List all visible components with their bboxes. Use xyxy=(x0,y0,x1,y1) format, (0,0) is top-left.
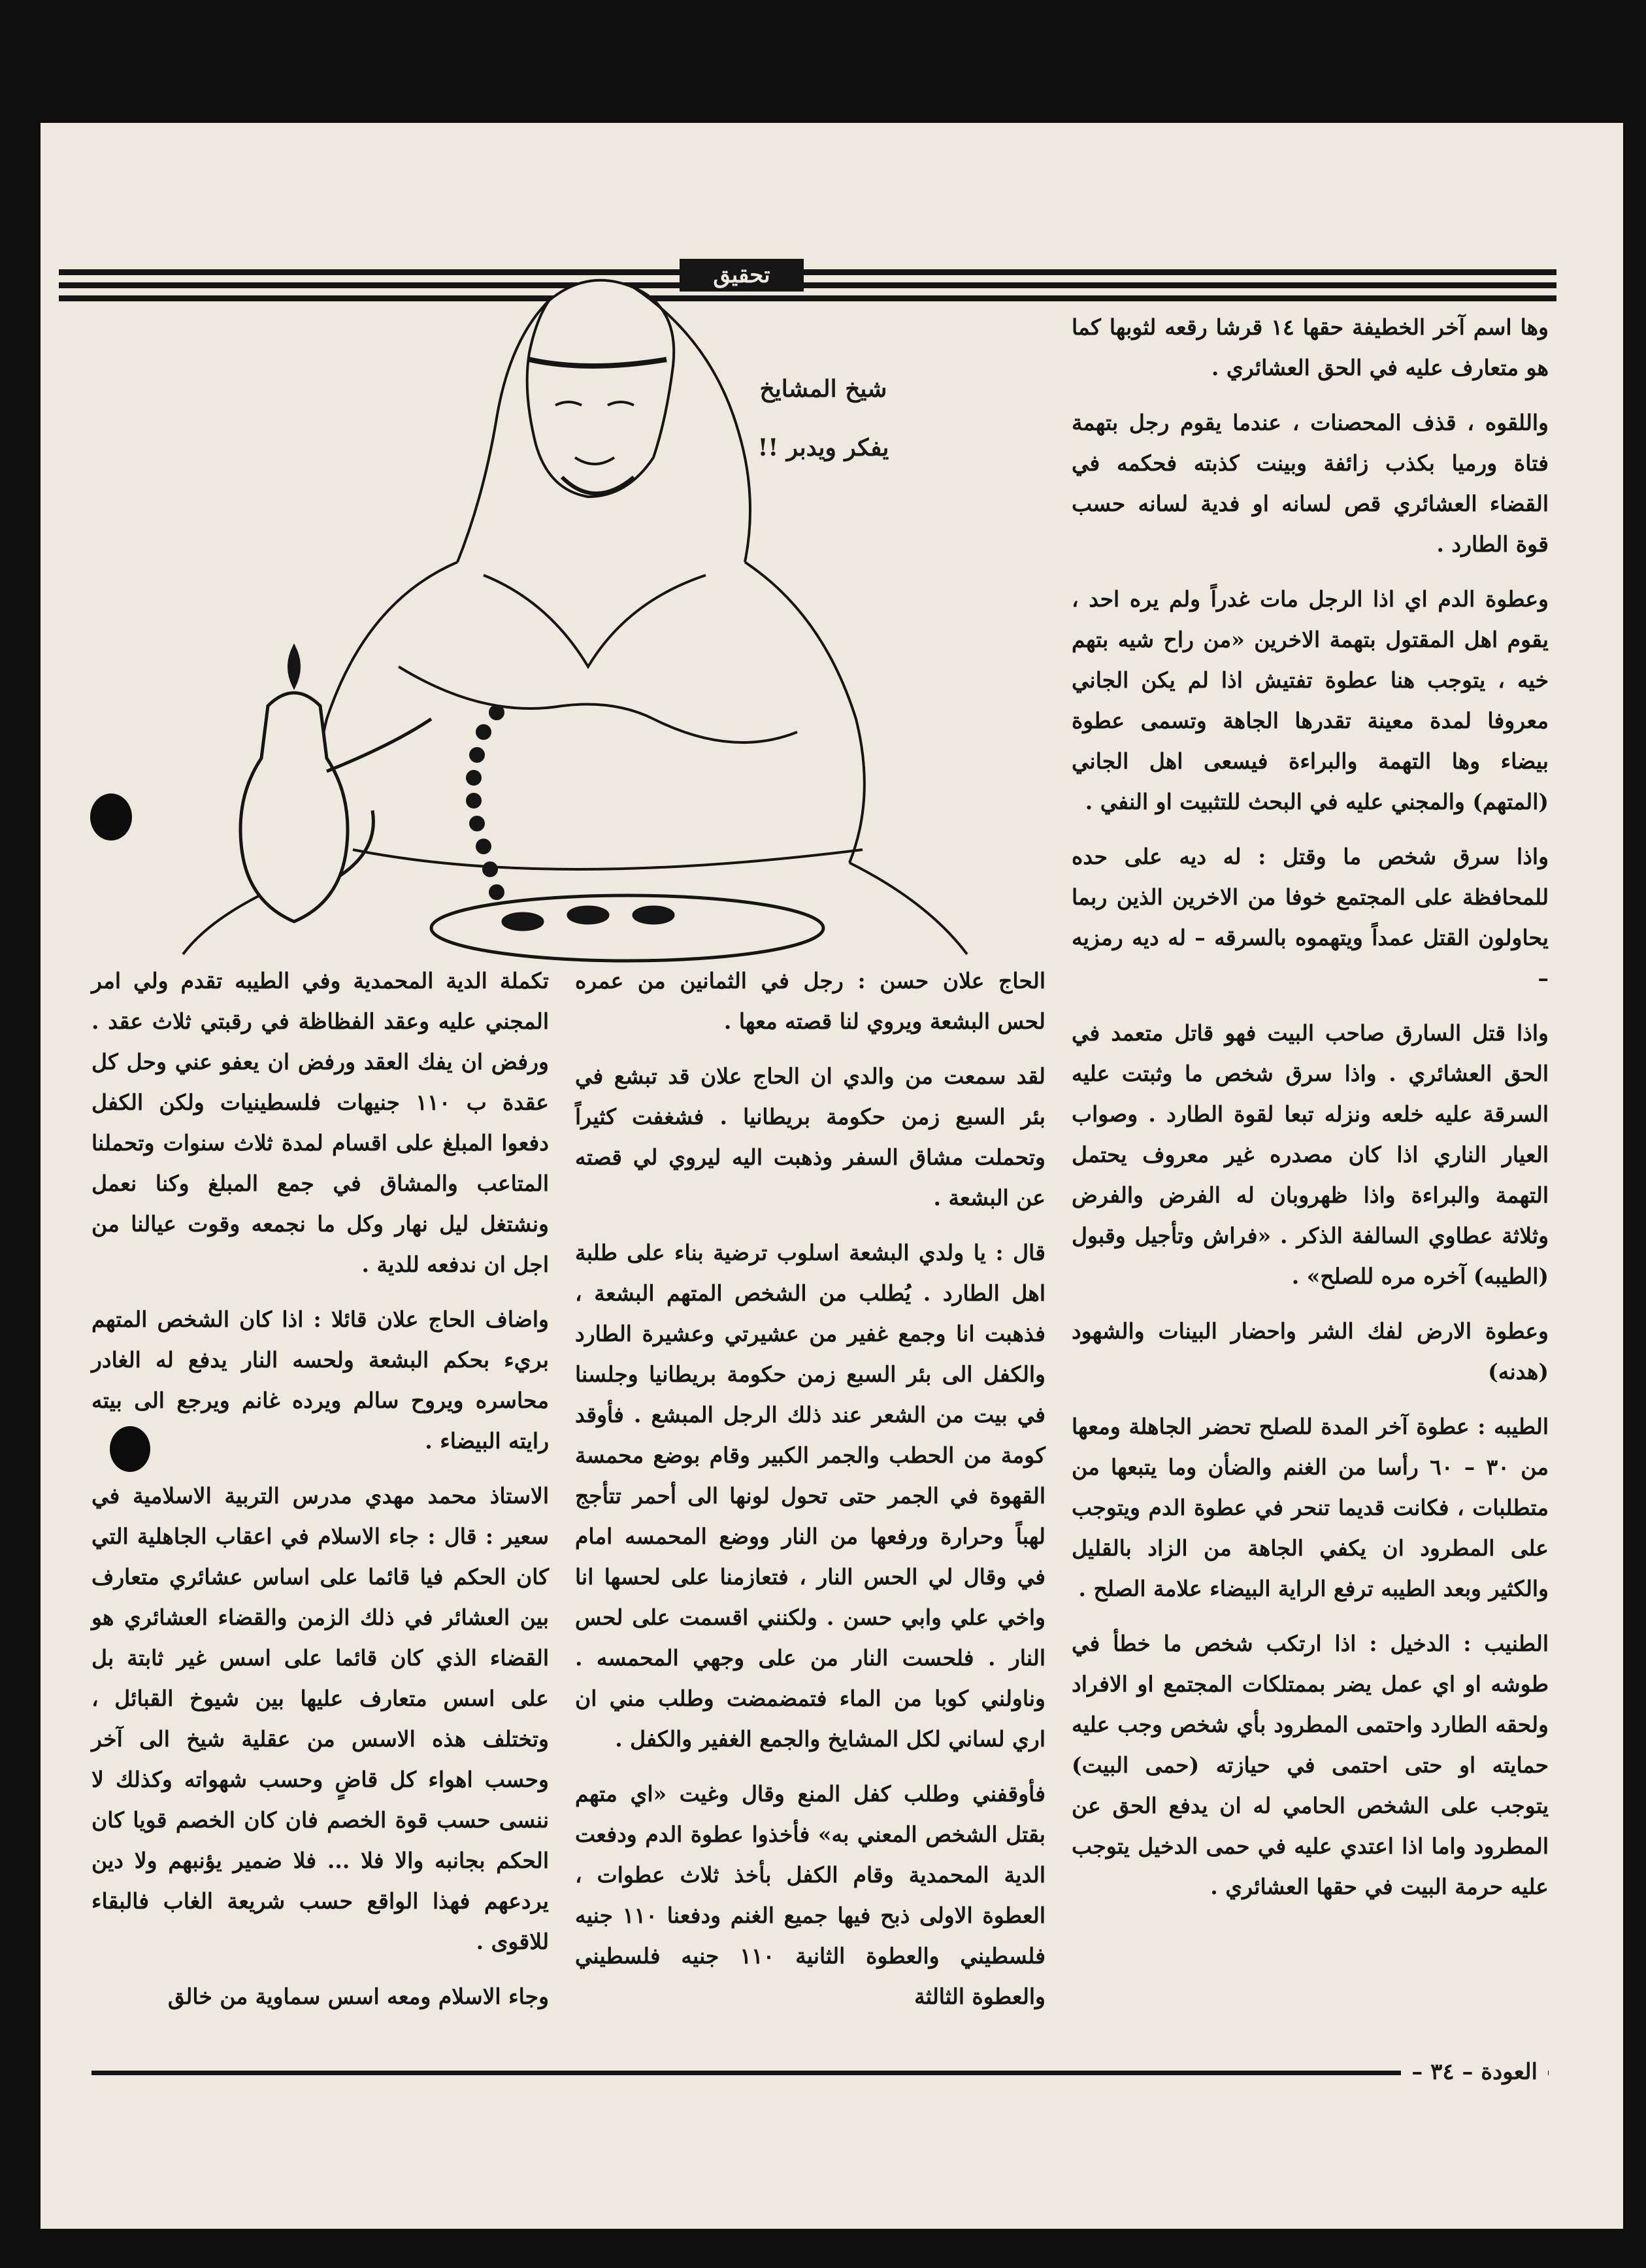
paragraph: الطنيب : الدخيل : اذا ارتكب شخص ما خطأ في طوشه او اي عمل يضر بممتلكات المجتمع او الافراد ولحقه الطارد واحتمى المطرود بأي شخص وجب عليه حمايته او حتى احتمى في حيازته (حمى البيت) يتوجب على الشخص الحامي له ان يدفع الحق عن المطرود واما اذا اعتدي عليه في حمى الدخيل يتوجب عليه حرمة البيت في حقها العشائري . xyxy=(1072,1631,1549,1899)
paragraph: واذا قتل السارق صاحب البيت فهو قاتل متعمد في الحق العشائري . واذا سرق شخص ما وثبتت عليه السرقة عليه خلعه ونزله تبعا لقوة الطارد . وصواب العيار الناري اذا كان مصدره غير معروف يحتمل التهمة والبراءة واذا ظهروبان له الفرض والفرض وثلاثة عطاوي السالفة الذكر . «فراش وتأجيل وقبول (الطيبه) آخره مره للصلح» . xyxy=(1072,1020,1549,1289)
paragraph: واضاف الحاج علان قائلا : اذا كان الشخص المتهم بريء بحكم البشعة ولحسه النار يدفع له الغادر محاسره ويروح سالم ويرده غانم ويرجع الى بيته رايته البيضاء . xyxy=(91,1307,549,1454)
paragraph: واللقوه ، قذف المحصنات ، عندما يقوم رجل بتهمة فتاة ورميا بكذب زائفة وبينت كذبته فحكمه في القضاء العشائري قص لسانه او فدية لسانه حسب قوة الطارد . xyxy=(1072,410,1549,557)
coffee-pot-icon xyxy=(240,647,431,922)
prayer-beads-icon xyxy=(466,705,504,900)
paragraph: وجاء الاسلام ومعه اسس سماوية من خالق xyxy=(167,1984,549,2009)
paragraph: واذا سرق شخص ما وقتل : له ديه على حده للمحافظة على المجتمع خوفا من الاخرين الذين ربما يحاولون القتل عمداً ويتهموه بالسرقه – له ديه رمزيه – xyxy=(1072,844,1549,991)
caption-line-1: شيخ المشايخ xyxy=(759,375,887,403)
paragraph: لقد سمعت من والدي ان الحاج علان قد تبشع في بئر السبع زمن حكومة بريطانيا . فشغفت كثيراً وتحملت مشاق السفر وذهبت اليه ليروي لي قصته عن البشعة . xyxy=(575,1063,1045,1210)
article-column-middle xyxy=(575,961,1045,2031)
paragraph: الحاج علان حسن : رجل في الثمانين من عمره لحس البشعة ويروي لنا قصته معها . xyxy=(575,968,1045,1034)
paragraph: وها اسم آخر الخطيفة حقها ١٤ قرشا رقعه لثوبها كما هو متعارف عليه في الحق العشائري . xyxy=(1072,314,1549,380)
paragraph: الاستاذ محمد مهدي مدرس التربية الاسلامية في سعير : قال : جاء الاسلام في اعقاب الجاهلية التي كان الحكم فيا قائما على اساس عشائري متعارف بين العشائر في ذلك الزمن والقضاء العشائري هو القضاء الذي كان قائما على اسس غير ثابتة بل على اسس متعارف عليها بين شيوخ القبائل ، وتختلف هذه الاسس من عقلية شيخ الى آخر وحسب اهواء كل قاضٍ وحسب شهواته وكذلك لا ننسى حسب قوة الخصم فان كان الخصم قويا كان الحكم بجانبه والا فلا ... فلا ضمير يؤنبهم ولا دين يردعهم فهذا الواقع حسب شريعة الغاب فالبقاء للاقوى . xyxy=(91,1483,549,1954)
paragraph: الطيبه : عطوة آخر المدة للصلح تحضر الجاهلة ومعها من ٣٠ – ٦٠ رأسا من الغنم والضأن وما يتبعها من متطلبات ، فكانت قديما تنحر في عطوة الدم ويتوجب على المطرود ان يكفي الجاهة من الزاد بالقليل والكثير وبعد الطيبه ترفع الراية البيضاء علامة الصلح . xyxy=(1072,1414,1549,1601)
paragraph: تكملة الدية المحمدية وفي الطيبه تقدم ولي امر المجني عليه وعقد الفظاظة في رقبتي ثلاث عقد . ورفض ان يفك العقد ورفض ان يعفو عني وحل كل عقدة ب ١١٠ جنيهات فلسطينيات ولكن الكفل دفعوا المبلغ على اقسام لمدة ثلاث سنوات وتحملنا المتاعب والمشاق في جمع المبلغ وكنا نعمل ونشتغل ليل نهار وكل ما نجمعه وقوت عيالنا من اجل ان ندفعه للدية . xyxy=(91,968,549,1277)
paragraph: قال : يا ولدي البشعة اسلوب ترضية بناء على طلبة اهل الطارد . يُطلب من الشخص المتهم البشعة ، فذهبت انا وجمع غفير من عشيرتي وعشيرة الطارد والكفل الى بئر السبع زمن حكومة بريطانيا وجلسنا في بيت من الشعر عند ذلك الرجل المبشع . فأوقد كومة من الحطب والجمر الكبير وقام بوضع محمسة القهوة في الجمر حتى تحول لونها الى أحمر تتأجج لهباً وحرارة ورفعها من النار ووضع المحمسه امام في وقال لي الحس النار ، فتعازمنا على لحسها انا واخي علي وابي حسن . ولكنني اقسمت على لحس النار . فلحست النار من على وجهي المحمسه . وناولني كوبا من الماء فتمضمضت وطلب مني ان اري لساني لكل المشايخ والجمع الغفير والكفل . xyxy=(575,1240,1045,1752)
paragraph: وعطوة الدم اي اذا الرجل مات غدراً ولم يره احد ، يقوم اهل المقتول بتهمة الاخرين «من راح شيه بتهم خيه ، يتوجب هنا عطوة تفتيش اذا لم يكن الجاني معروفا لمدة معينة تقدرها الجاهة وتسمى عطوة بيضاء وها التهمة والبراءة فيسعى اهل الجاني (المتهم) والمجني عليه في البحث للتثبيت او النفي . xyxy=(1072,586,1549,814)
paragraph: فأوقفني وطلب كفل المنع وقال وغيت «اي متهم بقتل الشخص المعني به» فأخذوا عطوة الدم ودفعت الدية المحمدية وقام الكفل بأخذ ثلاث عطوات ، العطوة الاولى ذبح فيها جميع الغنم ودفعنا ١١٠ جنيه فلسطيني والعطوة الثانية ١١٠ جنيه فلسطيني والعطوة الثالثة xyxy=(575,1781,1045,2009)
page-footer: العودة – ٣٤ – xyxy=(1401,2059,1548,2085)
section-tag: تحقيق xyxy=(680,259,804,292)
article-column-right xyxy=(1072,307,1549,1922)
paragraph: وعطوة الارض لفك الشر واحضار البينات والشهود (هدنه) xyxy=(1072,1318,1549,1384)
footer-rule xyxy=(91,2071,1549,2075)
caption-line-2: يفكر ويدبر !! xyxy=(757,434,889,461)
illustration-caption xyxy=(732,359,915,477)
cups-tray-icon xyxy=(431,895,823,961)
article-column-left xyxy=(91,961,549,2031)
